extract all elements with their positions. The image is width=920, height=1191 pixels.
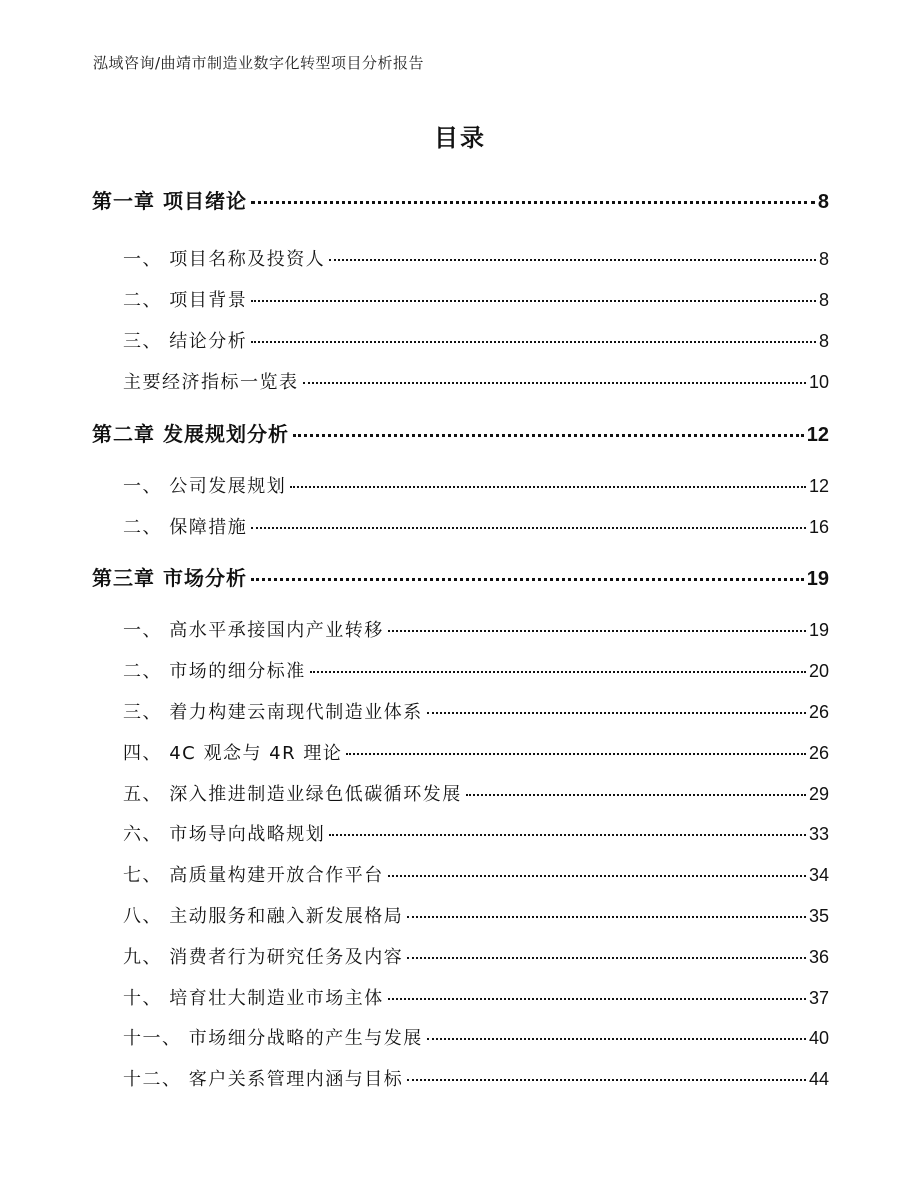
toc-dot-leader (329, 834, 806, 836)
toc-dot-leader (251, 578, 804, 581)
toc-page-number: 8 (818, 331, 829, 351)
toc-section[interactable] (123, 1065, 829, 1091)
toc-section[interactable] (123, 327, 829, 353)
toc-entry-label: 一、 公司发展规划 (123, 476, 287, 497)
toc-page-number: 10 (808, 372, 829, 392)
toc-section[interactable] (123, 513, 829, 539)
toc-page-number: 8 (817, 191, 829, 213)
toc-section[interactable] (123, 698, 829, 724)
toc-page-number: 37 (808, 988, 829, 1008)
toc-dot-leader (427, 1038, 806, 1040)
toc-entry-label: 第一章 项目绪论 (92, 189, 247, 213)
toc-page-number: 35 (808, 906, 829, 926)
toc-dot-leader (293, 434, 804, 437)
toc-section[interactable] (123, 368, 829, 394)
toc-page-number: 8 (818, 290, 829, 310)
toc-dot-leader (310, 671, 806, 673)
toc-chapter-3[interactable] (92, 562, 829, 591)
toc-dot-leader (388, 630, 806, 632)
toc-section[interactable] (123, 286, 829, 312)
toc-entry-label: 一、 项目名称及投资人 (123, 249, 326, 270)
toc-entry-label: 九、 消费者行为研究任务及内容 (123, 947, 404, 968)
toc-dot-leader (407, 1079, 806, 1081)
toc-entry-label: 十一、 市场细分战略的产生与发展 (123, 1028, 423, 1049)
toc-page-number: 19 (808, 620, 829, 640)
toc-chapter-1[interactable] (92, 185, 829, 214)
toc-page-number: 8 (818, 249, 829, 269)
toc-section[interactable] (123, 739, 829, 765)
toc-entry-label: 五、 深入推进制造业绿色低碳循环发展 (123, 784, 462, 805)
toc-entry-label: 四、 4C 观念与 4R 理论 (123, 743, 343, 764)
toc-section[interactable] (123, 472, 829, 498)
toc-dot-leader (466, 794, 806, 796)
toc-title: 目录 (434, 124, 486, 152)
toc-entry-label: 三、 结论分析 (123, 331, 248, 352)
toc-dot-leader (388, 998, 806, 1000)
toc-page-number: 40 (808, 1028, 829, 1048)
toc-page-number: 44 (808, 1069, 829, 1089)
toc-entry-label: 二、 市场的细分标准 (123, 661, 306, 682)
toc-chapter-2[interactable] (92, 418, 829, 447)
toc-dot-leader (407, 916, 806, 918)
toc-dot-leader (329, 259, 816, 261)
toc-entry-label: 六、 市场导向战略规划 (123, 824, 326, 845)
toc-section[interactable] (123, 902, 829, 928)
toc-section[interactable] (123, 657, 829, 683)
toc-entry-label: 第二章 发展规划分析 (92, 422, 289, 446)
toc-dot-leader (251, 201, 815, 204)
toc-section[interactable] (123, 984, 829, 1010)
toc-dot-leader (251, 300, 816, 302)
toc-section[interactable] (123, 245, 829, 271)
toc-section[interactable] (123, 616, 829, 642)
running-header: 泓域咨询/曲靖市制造业数字化转型项目分析报告 (93, 54, 425, 72)
toc-page-number: 36 (808, 947, 829, 967)
toc-page-number: 12 (806, 424, 829, 446)
toc-page-number: 12 (808, 476, 829, 496)
toc-dot-leader (303, 382, 806, 384)
toc-page-number: 33 (808, 824, 829, 844)
toc-entry-label: 七、 高质量构建开放合作平台 (123, 865, 384, 886)
toc-dot-leader (251, 527, 806, 529)
toc-dot-leader (407, 957, 806, 959)
toc-entry-label: 三、 着力构建云南现代制造业体系 (123, 702, 423, 723)
toc-page-number: 26 (808, 702, 829, 722)
toc-entry-label: 十、 培育壮大制造业市场主体 (123, 988, 384, 1009)
toc-page-number: 34 (808, 865, 829, 885)
toc-dot-leader (251, 341, 816, 343)
toc-entry-label: 第三章 市场分析 (92, 566, 247, 590)
toc-page-number: 19 (806, 568, 829, 590)
toc-entry-label: 一、 高水平承接国内产业转移 (123, 620, 384, 641)
toc-dot-leader (427, 712, 806, 714)
toc-dot-leader (290, 486, 806, 488)
toc-page-number: 16 (808, 517, 829, 537)
toc-dot-leader (388, 875, 806, 877)
toc-entry-label: 二、 项目背景 (123, 290, 248, 311)
toc-section[interactable] (123, 820, 829, 846)
toc-page-number: 20 (808, 661, 829, 681)
toc-page-number: 29 (808, 784, 829, 804)
toc-entry-label: 主要经济指标一览表 (123, 372, 299, 393)
toc-section[interactable] (123, 861, 829, 887)
toc-entry-label: 十二、 客户关系管理内涵与目标 (123, 1069, 404, 1090)
toc-section[interactable] (123, 1024, 829, 1050)
toc-entry-label: 八、 主动服务和融入新发展格局 (123, 906, 404, 927)
toc-section[interactable] (123, 943, 829, 969)
toc-section[interactable] (123, 780, 829, 806)
toc-page-number: 26 (808, 743, 829, 763)
toc-entry-label: 二、 保障措施 (123, 517, 248, 538)
toc-dot-leader (346, 753, 806, 755)
